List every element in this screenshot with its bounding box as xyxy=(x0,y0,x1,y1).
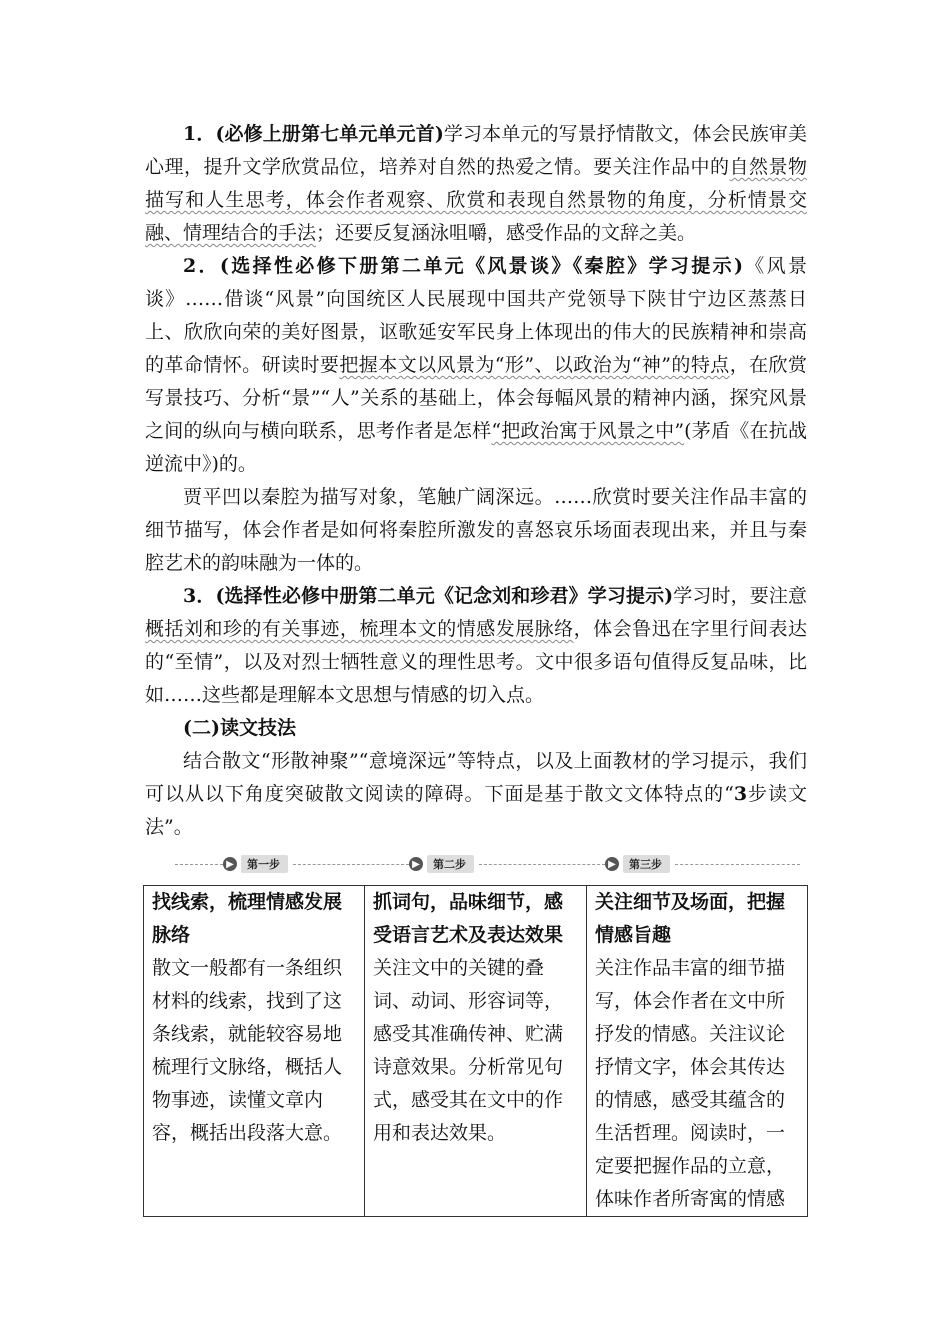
cell-title: 关注细节及场面，把握情感旨趣 xyxy=(595,891,786,946)
table-cell-step-1 xyxy=(144,886,365,1217)
steps-bar xyxy=(175,852,805,876)
item-number: 2． xyxy=(183,255,220,277)
paragraph-text: 《风景谈》……借谈“风景”向国统区人民展现中国共产党领导下陕甘宁边区蒸蒸日上、欣欣向荣的美好图景，讴歌延安军民身上体现出的伟大的民族精神和崇高的革命情怀。研读时要 xyxy=(145,255,807,376)
cell-title: 抓词句，品味细节，感受语言艺术及表达效果 xyxy=(373,891,564,946)
paragraph-2 xyxy=(145,250,807,481)
step-label: 第二步 xyxy=(427,855,474,873)
emphasized-text: “把政治寓于风景之中” xyxy=(491,420,685,442)
emphasized-text: 把握本文以风景为“形”、以政治为“神”的特点 xyxy=(339,354,730,376)
divider xyxy=(175,864,223,865)
divider xyxy=(479,864,605,865)
paragraph-text: ，体会鲁迅在字里行间表达的“至情”，以及对烈士牺牲意义的理性思考。文中很多语句值得反复品味，比如……这些都是理解本文思想与情感的切入点。 xyxy=(145,618,807,706)
step-3-tag xyxy=(605,855,670,873)
source-note: (必修上册第七单元单元首) xyxy=(215,123,444,145)
divider xyxy=(675,864,800,865)
paragraph-text: 学习本单元的写景抒情散文，体会民族审美心理，提升文学欣赏品位，培养对自然的热爱之情。要关注作品中的 xyxy=(145,123,807,178)
paragraph-1 xyxy=(145,118,807,250)
arrow-icon: ▶ xyxy=(409,857,423,871)
table-row xyxy=(144,886,808,1217)
step-count: 3 xyxy=(733,783,748,805)
item-number: 3． xyxy=(183,585,216,607)
step-1-tag xyxy=(223,855,288,873)
paragraph-text: 步读文法”。 xyxy=(145,783,807,838)
paragraph-text: 贾平凹以秦腔为描写对象，笔触广阔深远。……欣赏时要关注作品丰富的细节描写，体会作者是如何将秦腔所激发的喜怒哀乐场面表现出来，并且与秦腔艺术的韵味融为一体的。 xyxy=(145,486,807,574)
source-note: (选择性必修下册第二单元《风景谈》《秦腔》学习提示) xyxy=(219,255,743,277)
emphasized-text: 自然景物描写和人生思考，体会作者观察、欣赏和表现自然景物的角度，分析情景交融、情理结合的手法 xyxy=(145,156,807,244)
document-body xyxy=(145,118,807,844)
paragraph-text: ；还要反复涵泳咀嚼，感受作品的文辞之美。 xyxy=(316,222,697,244)
step-label: 第三步 xyxy=(623,855,670,873)
section-heading: (二)读文技法 xyxy=(183,717,296,739)
paragraph-text: (茅盾《在抗战逆流中》)的。 xyxy=(145,420,807,475)
cell-body: 关注文中的关键的叠词、动词、形容词等，感受其准确传神、贮满诗意效果。分析常见句式，感受其在文中的作用和表达效果。 xyxy=(373,957,564,1144)
cell-body: 散文一般都有一条组织材料的线索，找到了这条线索，就能较容易地梳理行文脉络，概括人物事迹，读懂文章内容，概括出段落大意。 xyxy=(152,957,343,1144)
paragraph-3 xyxy=(145,481,807,580)
emphasized-text: 概括刘和珍的有关事迹，梳理本文的情感发展脉络 xyxy=(145,618,574,640)
step-2-tag xyxy=(409,855,474,873)
divider xyxy=(293,864,409,865)
paragraph-4 xyxy=(145,580,807,712)
paragraph-text: 结合散文“形散神聚”“意境深远”等特点，以及上面教材的学习提示，我们可以从以下角度突破散文阅读的障碍。下面是基于散文文体特点的“ xyxy=(145,750,807,805)
arrow-icon: ▶ xyxy=(223,857,237,871)
table-cell-step-2 xyxy=(365,886,587,1217)
paragraph-text: 学习时，要注意 xyxy=(673,585,807,607)
item-number: 1． xyxy=(183,123,216,145)
source-note: (选择性必修中册第二单元《记念刘和珍君》学习提示) xyxy=(215,585,674,607)
cell-body: 关注作品丰富的细节描写，体会作者在文中所抒发的情感。关注议论抒情文字，体会其传达的情感，感受其蕴含的生活哲理。阅读时，一定要把握作品的立意，体味作者所寄寓的情感 xyxy=(595,957,786,1210)
cell-title: 找线索，梳理情感发展脉络 xyxy=(152,891,343,946)
arrow-icon: ▶ xyxy=(605,857,619,871)
paragraph-5 xyxy=(145,745,807,844)
step-label: 第一步 xyxy=(241,855,288,873)
reading-method-table xyxy=(143,885,808,1217)
paragraph-text: ，在欣赏写景技巧、分析“景”“人”关系的基础上，体会每幅风景的精神内涵，探究风景之间的纵向与横向联系，思考作者是怎样 xyxy=(145,354,807,442)
table-cell-step-3 xyxy=(587,886,808,1217)
